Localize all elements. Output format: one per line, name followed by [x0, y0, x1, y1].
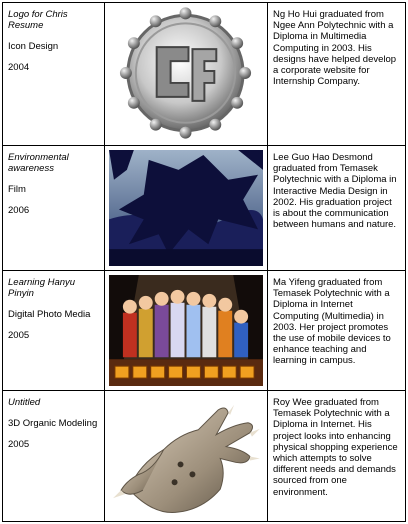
project-title: Untitled — [8, 397, 41, 408]
project-title: Logo for Chris Resume — [8, 9, 68, 31]
thumbnail-cell — [105, 146, 268, 270]
project-info-cell — [3, 3, 105, 145]
project-info-cell — [3, 391, 105, 521]
project-description: Ng Ho Hui graduated from Ngee Ann Polytechnic with a Diploma in Multimedia Computing in 2003. His designs have helped develop a corporate website for Internship Company. — [273, 9, 397, 88]
project-description-cell — [268, 271, 405, 390]
chrome-logo-image — [109, 7, 263, 141]
project-title: Environmental awareness — [8, 152, 69, 174]
project-description-cell — [268, 3, 405, 145]
project-category: Film — [8, 184, 26, 195]
project-category: Digital Photo Media — [8, 309, 91, 320]
project-year: 2004 — [8, 62, 30, 73]
project-description-cell — [268, 391, 405, 521]
project-description-cell — [268, 146, 405, 270]
project-year: 2006 — [8, 205, 30, 216]
thumbnail-cell — [105, 3, 268, 145]
table-row — [3, 270, 405, 390]
table-row — [3, 3, 405, 145]
table-row — [3, 145, 405, 270]
project-year: 2005 — [8, 439, 30, 450]
cartoon-characters-stage-image — [109, 275, 263, 386]
project-description: Lee Guo Hao Desmond graduated from Temasek Polytechnic with a Diploma in Interactive Media Design in 2002. His graduation project is about the communication between humans and nature. — [273, 152, 397, 231]
project-year: 2005 — [8, 330, 30, 341]
project-title: Learning Hanyu Pinyin — [8, 277, 76, 299]
project-category: 3D Organic Modeling — [8, 418, 98, 429]
thumbnail-cell — [105, 271, 268, 390]
3d-hand-model-image — [109, 395, 263, 517]
project-category: Icon Design — [8, 41, 59, 52]
project-info-cell — [3, 146, 105, 270]
project-description: Roy Wee graduated from Temasek Polytechnic with a Diploma in Internet. His project looks into enhancing physical shopping experience which attempts to solve different needs and demands sourced from one environment. — [273, 397, 398, 498]
silhouette-film-still-image — [109, 150, 263, 266]
table-row — [3, 390, 405, 521]
thumbnail-cell — [105, 391, 268, 521]
project-info-cell — [3, 271, 105, 390]
portfolio-table — [2, 2, 406, 522]
project-description: Ma Yifeng graduated from Temasek Polytechnic with a Diploma in Internet Computing (Multimedia) in 2003. Her project promotes the use of mobile devices to enhance teaching and learning in campus. — [273, 277, 391, 367]
